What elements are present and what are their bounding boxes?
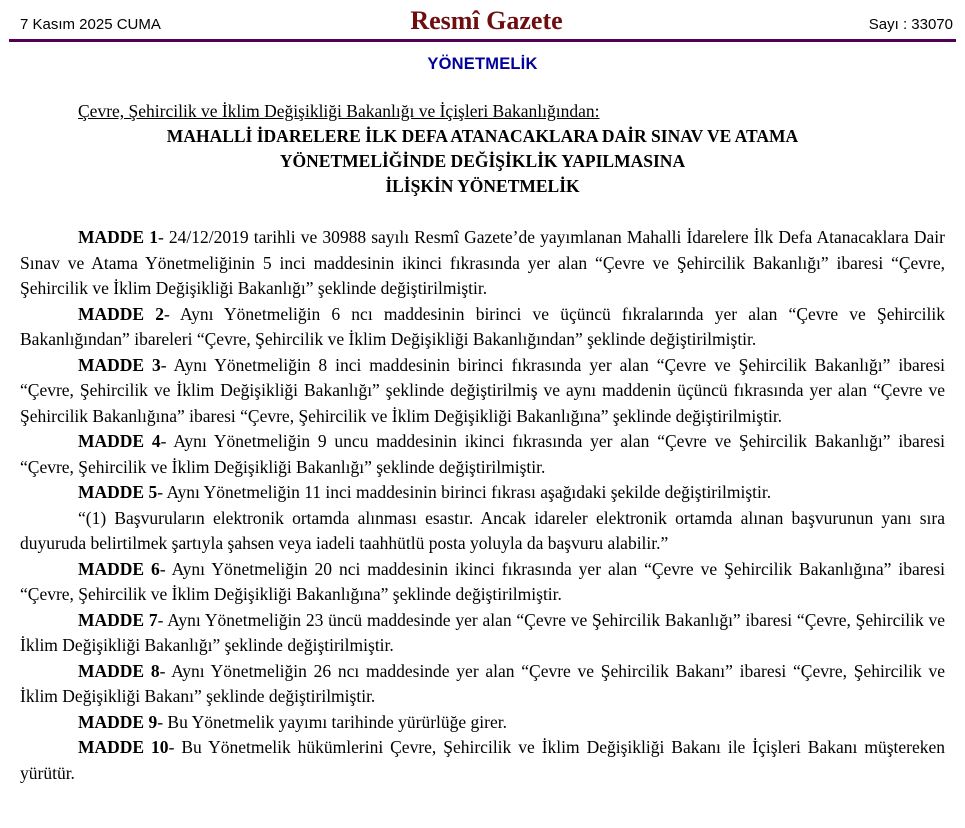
authority-line-text: Çevre, Şehircilik ve İklim Değişikliği Bakanlığı ve İçişleri Bakanlığından: bbox=[78, 101, 600, 121]
paragraph-text: - Bu Yönetmelik hükümlerini Çevre, Şehircilik ve İklim Değişikliği Bakanı ile İçişleri Bakanı müştereken yürütür. bbox=[20, 737, 945, 783]
madde-label: MADDE 7 bbox=[78, 609, 158, 630]
gazette-header bbox=[0, 0, 965, 36]
madde-label: MADDE 8 bbox=[78, 660, 160, 681]
article-paragraph bbox=[20, 225, 945, 302]
paragraph-text: - Aynı Yönetmeliğin 9 uncu maddesinin ikinci fıkrasında yer alan “Çevre ve Şehircilik Bakanlığı” ibaresi “Çevre, Şehircilik ve İklim Değişikliği Bakanlığı” şeklinde değiştirilmiştir. bbox=[20, 431, 945, 477]
regulation-article bbox=[20, 99, 945, 786]
madde-label: MADDE 9 bbox=[78, 711, 158, 732]
madde-label: MADDE 3 bbox=[78, 354, 161, 375]
masthead-title: Resmî Gazete bbox=[410, 6, 563, 35]
title-line: İLİŞKİN YÖNETMELİK bbox=[385, 176, 580, 196]
header-issue-number: Sayı : 33070 bbox=[868, 16, 953, 33]
header-divider-rule bbox=[9, 39, 956, 42]
madde-label: MADDE 2 bbox=[78, 303, 165, 324]
madde-label: MADDE 10 bbox=[78, 737, 169, 757]
header-date: 7 Kasım 2025 CUMA bbox=[20, 16, 161, 33]
article-paragraph bbox=[20, 659, 945, 710]
paragraph-text: “(1) Başvuruların elektronik ortamda alınması esastır. Ancak idareler elektronik ortamda alınan başvurunun yanı sıra duyuruda belirtilmek şartıyla şahsen veya iadeli taahhütlü posta yoluyla da başvuru alabilir.” bbox=[20, 507, 945, 553]
madde-label: MADDE 5 bbox=[78, 482, 158, 502]
authority-line bbox=[20, 99, 945, 124]
section-label: YÖNETMELİK bbox=[427, 55, 538, 73]
paragraph-text: - Aynı Yönetmeliğin 23 üncü maddesinde yer alan “Çevre ve Şehircilik Bakanlığı” ibaresi “Çevre, Şehircilik ve İklim Değişikliği Bakanlığı” şeklinde değiştirilmiştir. bbox=[20, 609, 945, 655]
paragraph-text: - 24/12/2019 tarihli ve 30988 sayılı Resmî Gazete’de yayımlanan Mahalli İdarelere İlk Defa Atanacaklara Dair Sınav ve Atama Yönetmeliğinin 5 inci maddesinin ikinci fıkrasında yer alan “Çevre ve Şehircilik Bakanlığı” ibaresi “Çevre, Şehircilik ve İklim Değişikliği Bakanlığı” şeklinde değiştirilmiştir. bbox=[20, 227, 945, 298]
article-body bbox=[20, 225, 945, 786]
paragraph-text: - Aynı Yönetmeliğin 8 inci maddesinin birinci fıkrasında yer alan “Çevre ve Şehircilik Bakanlığı” ibaresi “Çevre, Şehircilik ve İklim Değişikliği Bakanlığı” şeklinde değiştirilmiş ve aynı maddenin üçüncü fıkrasında yer alan “Çevre ve Şehircilik Bakanlığına” ibaresi “Çevre, Şehircilik ve İklim Değişikliği Bakanlığına” şeklinde değiştirilmiştir. bbox=[20, 354, 945, 426]
article-paragraph bbox=[20, 506, 945, 557]
paragraph-text: - Aynı Yönetmeliğin 6 ncı maddesinin birinci ve üçüncü fıkralarında yer alan “Çevre ve Şehircilik Bakanlığından” ibareleri “Çevre, Şehircilik ve İklim Değişikliği Bakanlığından” şeklinde değiştirilmiştir. bbox=[20, 303, 946, 349]
article-paragraph bbox=[20, 480, 945, 506]
madde-label: MADDE 1 bbox=[78, 227, 158, 247]
article-paragraph bbox=[20, 710, 945, 736]
article-paragraph bbox=[20, 557, 945, 608]
article-paragraph bbox=[20, 429, 945, 480]
title-line: YÖNETMELİĞİNDE DEĞİŞİKLİK YAPILMASINA bbox=[279, 151, 686, 171]
paragraph-text: - Aynı Yönetmeliğin 11 inci maddesinin birinci fıkrası aşağıdaki şekilde değiştirilmiştir. bbox=[157, 482, 772, 502]
title-line: MAHALLİ İDARELERE İLK DEFA ATANACAKLARA DAİR SINAV VE ATAMA bbox=[166, 126, 799, 146]
paragraph-text: - Aynı Yönetmeliğin 20 nci maddesinin ikinci fıkrasında yer alan “Çevre ve Şehircilik Bakanlığına” ibaresi “Çevre, Şehircilik ve İklim Değişikliği Bakanlığına” şeklinde değiştirilmiştir. bbox=[20, 558, 945, 604]
article-paragraph bbox=[20, 302, 945, 353]
article-paragraph bbox=[20, 608, 945, 659]
article-paragraph bbox=[20, 735, 945, 786]
paragraph-text: - Aynı Yönetmeliğin 26 ncı maddesinde yer alan “Çevre ve Şehircilik Bakanı” ibaresi “Çevre, Şehircilik ve İklim Değişikliği Bakanı” şeklinde değiştirilmiştir. bbox=[20, 660, 945, 706]
madde-label: MADDE 4 bbox=[78, 431, 161, 451]
regulation-title bbox=[20, 124, 945, 199]
madde-label: MADDE 6 bbox=[78, 558, 160, 579]
paragraph-text: - Bu Yönetmelik yayımı tarihinde yürürlüğe girer. bbox=[157, 711, 507, 732]
article-paragraph bbox=[20, 353, 945, 430]
